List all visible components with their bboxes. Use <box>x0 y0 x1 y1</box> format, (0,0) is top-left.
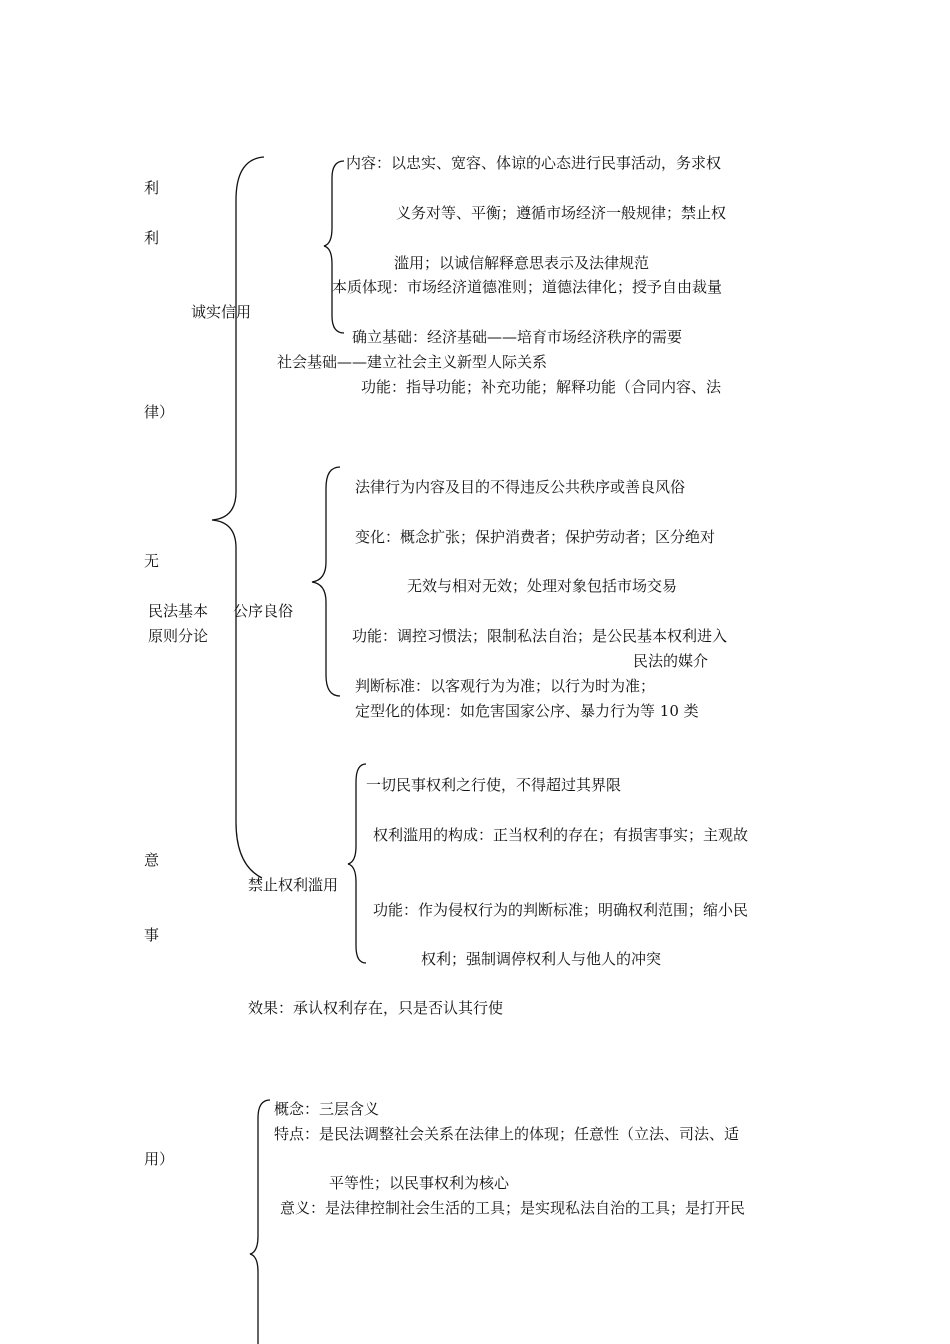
public-order-change-line2: 无效与相对无效；处理对象包括市场交易 <box>407 577 678 595</box>
honesty-basis-line1: 确立基础：经济基础——培育市场经济秩序的需要 <box>352 328 683 346</box>
abuse-brace <box>348 764 366 963</box>
rights-features-line2: 平等性；以民事权利为核心 <box>329 1174 510 1192</box>
honesty-title: 诚实信用 <box>191 303 252 321</box>
margin-char: 利 <box>144 229 160 247</box>
abuse-function-line2: 权利；强制调停权利人与他人的冲突 <box>421 950 662 968</box>
root-title-line1: 民法基本 <box>148 602 209 620</box>
abuse-item1: 一切民事权利之行使，不得超过其界限 <box>366 776 622 794</box>
public-order-function-line2: 民法的媒介 <box>633 652 709 670</box>
public-order-typified: 定型化的体现：如危害国家公序、暴力行为等 10 类 <box>355 702 699 720</box>
margin-char: 用） <box>144 1150 175 1168</box>
public-order-brace <box>312 467 340 696</box>
margin-char: 律） <box>144 403 175 421</box>
honesty-content-line3: 滥用；以诚信解释意思表示及法律规范 <box>394 254 650 272</box>
margin-char: 无 <box>144 552 160 570</box>
honesty-content-line2: 义务对等、平衡；遵循市场经济一般规律；禁止权 <box>396 204 727 222</box>
honesty-content-brace <box>324 161 344 333</box>
rights-meaning: 意义：是法律控制社会生活的工具；是实现私法自治的工具；是打开民 <box>280 1199 746 1217</box>
rights-brace <box>250 1100 270 1344</box>
abuse-title: 禁止权利滥用 <box>248 876 339 894</box>
abuse-elements: 权利滥用的构成：正当权利的存在；有损害事实；主观故 <box>373 826 749 844</box>
honesty-basis-line2: 社会基础——建立社会主义新型人际关系 <box>277 353 548 371</box>
abuse-effect: 效果：承认权利存在，只是否认其行使 <box>248 999 504 1017</box>
margin-char: 意 <box>144 851 160 869</box>
public-order-change-line1: 变化：概念扩张；保护消费者；保护劳动者；区分绝对 <box>355 528 716 546</box>
margin-char: 利 <box>144 179 160 197</box>
honesty-function: 功能：指导功能；补充功能；解释功能（合同内容、法 <box>361 378 722 396</box>
abuse-function-line1: 功能：作为侵权行为的判断标准；明确权利范围；缩小民 <box>373 901 749 919</box>
main-brace <box>212 157 264 878</box>
margin-char: 事 <box>144 926 160 944</box>
public-order-item1: 法律行为内容及目的不得违反公共秩序或善良风俗 <box>355 478 686 496</box>
root-title-line2: 原则分论 <box>148 627 209 645</box>
rights-features-line1: 特点：是民法调整社会关系在法律上的体现；任意性（立法、司法、适 <box>274 1125 740 1143</box>
honesty-essence: 本质体现：市场经济道德准则；道德法律化；授予自由裁量 <box>332 278 723 296</box>
public-order-function-line1: 功能：调控习惯法；限制私法自治；是公民基本权利进入 <box>352 627 728 645</box>
honesty-content-line1: 内容：以忠实、宽容、体谅的心态进行民事活动，务求权 <box>346 154 722 172</box>
public-order-title: 公序良俗 <box>233 602 294 620</box>
public-order-criteria: 判断标准：以客观行为为准；以行为时为准； <box>355 677 656 695</box>
rights-concept: 概念：三层含义 <box>274 1100 380 1118</box>
